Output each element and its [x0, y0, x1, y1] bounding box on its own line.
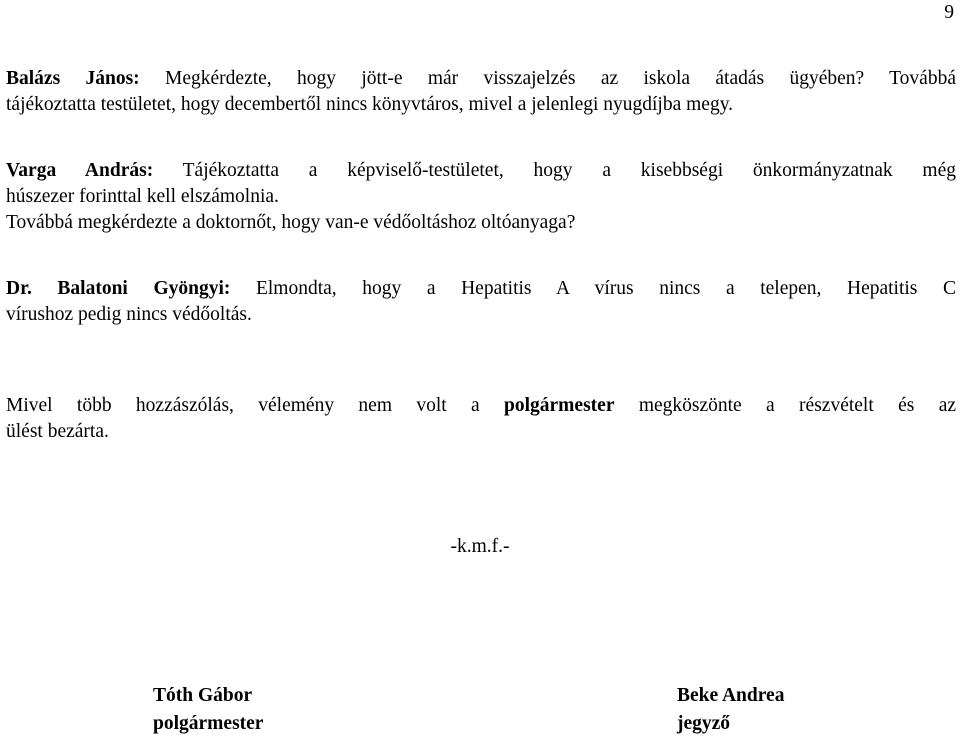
paragraph-balazs-janos — [6, 66, 956, 118]
signature-notary — [677, 682, 784, 738]
paragraph-text: Tájékoztatta a képviselő-testületet, hogy a kisebbségi önkormányzatnak még — [153, 160, 956, 181]
emphasized-word: polgármester — [504, 395, 615, 416]
paragraph-text: húszezer forinttal kell elszámolnia. — [6, 186, 279, 207]
paragraph-dr-balatoni — [6, 276, 956, 328]
speaker-name: Dr. Balatoni Gyöngyi: — [6, 278, 231, 299]
paragraph-text: Mivel több hozzászólás, vélemény nem volt a — [6, 395, 505, 416]
paragraph-line — [6, 393, 956, 419]
paragraph-text: Megkérdezte, hogy jött-e már visszajelzés az iskola átadás ügyében? Továbbá — [139, 68, 956, 89]
paragraph-line — [6, 66, 956, 92]
paragraph-text: megköszönte a részvételt és az — [614, 395, 957, 416]
signature-name: Tóth Gábor — [153, 685, 253, 706]
paragraph-closing-statement — [6, 393, 956, 445]
paragraph-text: Elmondta, hogy a Hepatitis A vírus nincs a telepen, Hepatitis C — [230, 278, 956, 299]
paragraph-text: ülést bezárta. — [6, 421, 109, 442]
paragraph-text: vírushoz pedig nincs védőoltás. — [6, 304, 252, 325]
speaker-name: Varga András: — [6, 160, 154, 181]
signature-title: jegyző — [677, 713, 731, 734]
signature-mayor — [153, 682, 263, 738]
page-number: 9 — [944, 2, 954, 23]
paragraph-text: Továbbá megkérdezte a doktornőt, hogy van-e védőoltáshoz oltóanyaga? — [6, 212, 576, 233]
paragraph-line — [6, 158, 956, 184]
speaker-name: Balázs János: — [6, 68, 140, 89]
paragraph-varga-andras — [6, 158, 956, 236]
signature-title: polgármester — [153, 713, 264, 734]
kmf-closing: -k.m.f.- — [450, 536, 510, 557]
signature-name: Beke Andrea — [677, 685, 785, 706]
paragraph-line — [6, 276, 956, 302]
paragraph-text: tájékoztatta testületet, hogy decembertől nincs könyvtáros, mivel a jelenlegi nyugdíjba megy. — [6, 94, 734, 115]
